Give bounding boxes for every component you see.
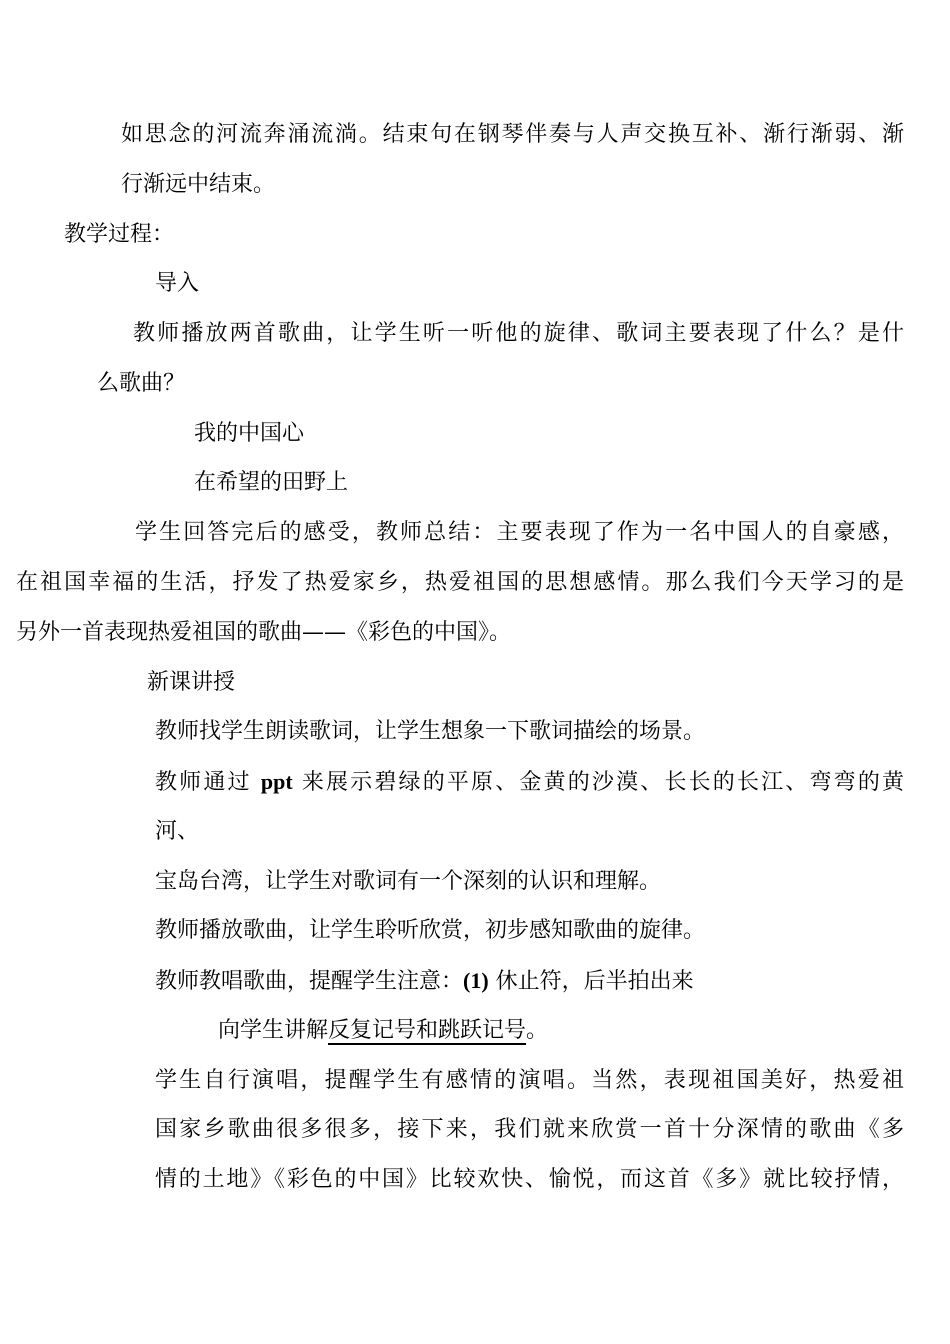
paragraph-line: 学生自行演唱，提醒学生有感情的演唱。当然，表现祖国美好，热爱祖 [155, 1068, 904, 1093]
section-heading: 新课讲授 [147, 670, 236, 695]
line-text: 休止符，后半拍出来 [488, 969, 694, 994]
paragraph-line: 行渐远中结束。 [121, 172, 276, 197]
paragraph-line [155, 966, 694, 997]
paragraph-line: 国家乡歌曲很多很多，接下来，我们就来欣赏一首十分深情的歌曲《多 [155, 1117, 904, 1142]
paragraph-line: 宝岛台湾，让学生对歌词有一个深刻的认识和理解。 [155, 869, 662, 894]
song-title: 在希望的田野上 [194, 470, 349, 495]
paragraph-line: 情的土地》《彩色的中国》比较欢快、愉悦，而这首《多》就比较抒情， [155, 1167, 904, 1192]
paragraph-line: 教师播放两首歌曲，让学生听一听他的旋律、歌词主要表现了什么？是什 [133, 321, 904, 346]
line-text: 教师教唱歌曲，提醒学生注意： [155, 969, 464, 994]
song-title: 我的中国心 [194, 421, 305, 446]
paragraph-line: 学生回答完后的感受，教师总结：主要表现了作为一名中国人的自豪感， [135, 520, 904, 545]
paragraph-line: 如思念的河流奔涌流淌。结束句在钢琴伴奏与人声交换互补、渐行渐弱、渐 [121, 122, 904, 147]
section-heading: 导入 [155, 271, 200, 296]
paragraph-line: 在祖国幸福的生活，抒发了热爱家乡，热爱祖国的思想感情。那么我们今天学习的是 [16, 570, 904, 595]
paragraph-line: 另外一首表现热爱祖国的歌曲——《彩色的中国》。 [16, 620, 512, 645]
line-text: 教师通过 [155, 770, 261, 795]
paragraph-line: 河、 [155, 819, 200, 844]
paragraph-line [155, 767, 904, 798]
line-text: 向学生讲解 [218, 1018, 329, 1043]
section-heading: 教学过程： [64, 222, 175, 247]
paragraph-line: 教师找学生朗读歌词，让学生想象一下歌词描绘的场景。 [155, 719, 706, 744]
paragraph-line [218, 1016, 548, 1046]
paragraph-line: 么歌曲？ [97, 371, 186, 396]
paragraph-line: 教师播放歌曲，让学生聆听欣赏，初步感知歌曲的旋律。 [155, 918, 706, 943]
list-marker: (1) [463, 968, 489, 993]
line-text: 。 [526, 1018, 549, 1043]
ppt-term: ppt [260, 769, 293, 794]
underlined-term: 反复记号和跳跃记号 [328, 1018, 527, 1043]
line-text: 来展示碧绿的平原、金黄的沙漠、长长的长江、弯弯的黄 [292, 770, 905, 795]
